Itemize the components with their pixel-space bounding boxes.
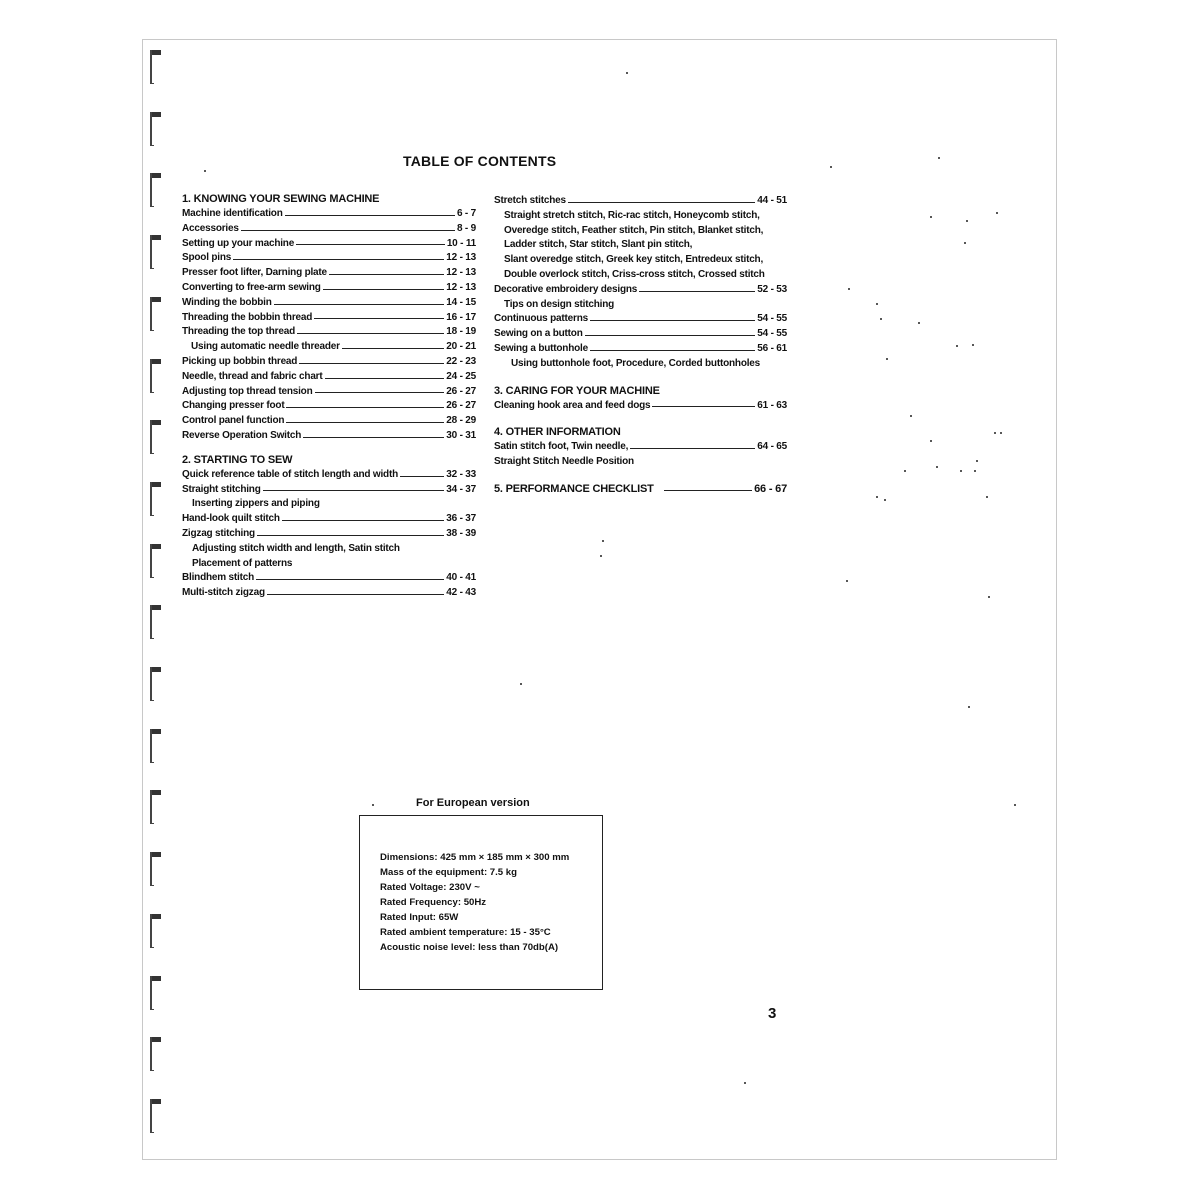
page-range: 30 - 31 <box>446 429 476 441</box>
page-range: 14 - 15 <box>446 296 476 308</box>
binding-hole-mark <box>150 852 162 886</box>
entry-label: Continuous patterns <box>494 313 588 325</box>
page-range: 44 - 51 <box>757 195 787 206</box>
toc-section-heading <box>494 482 787 497</box>
entry-label: Converting to free-arm sewing <box>182 281 321 293</box>
leader-line <box>590 320 755 321</box>
scan-speck <box>602 540 604 542</box>
entry-label: Stretch stitches <box>494 195 566 206</box>
leader-line <box>314 318 444 319</box>
entry-label: Threading the top thread <box>182 326 295 338</box>
leader-line <box>282 520 444 521</box>
leader-line <box>299 363 444 364</box>
leader-line <box>256 579 444 580</box>
toc-entry <box>182 370 476 385</box>
leader-line <box>652 406 755 407</box>
binding-hole-mark <box>150 112 162 146</box>
toc-entry <box>182 527 476 542</box>
toc-entry <box>494 440 787 455</box>
leader-line <box>263 490 445 491</box>
entry-label: Reverse Operation Switch <box>182 429 302 441</box>
entry-label: Straight stitching <box>182 483 261 495</box>
entry-label: Zigzag stitching <box>182 527 255 539</box>
page-range: 34 - 37 <box>446 483 476 495</box>
scan-speck <box>880 318 882 320</box>
leader-line <box>297 333 444 334</box>
binding-hole-mark <box>150 976 162 1010</box>
binding-hole-mark <box>150 1037 162 1071</box>
scan-speck <box>744 1082 746 1084</box>
toc-entry <box>182 281 476 296</box>
scan-speck <box>204 170 206 172</box>
page-range: 18 - 19 <box>446 326 476 338</box>
page-range: 26 - 27 <box>446 400 476 412</box>
scan-speck <box>1000 432 1002 434</box>
scan-speck <box>876 303 878 305</box>
binding-hole-mark <box>150 790 162 824</box>
spec-line: Dimensions: 425 mm × 185 mm × 300 mm <box>380 852 570 863</box>
scan-speck <box>372 804 374 806</box>
entry-label: Quick reference table of stitch length and width <box>182 468 398 480</box>
toc-entry <box>182 399 476 414</box>
scan-speck <box>968 706 970 708</box>
leader-line <box>315 392 445 393</box>
page-range: 54 - 55 <box>757 328 787 340</box>
page-range: 22 - 23 <box>446 355 476 367</box>
page-range: 26 - 27 <box>446 385 476 397</box>
toc-subentry: Ladder stitch, Star stitch, Slant pin stitch, <box>504 239 693 251</box>
toc-entry <box>494 327 787 342</box>
scan-speck <box>918 322 920 324</box>
entry-label: Satin stitch foot, Twin needle, <box>494 441 629 453</box>
page-range: 6 - 7 <box>456 208 476 219</box>
binding-hole-mark <box>150 235 162 269</box>
scan-speck <box>964 242 966 244</box>
scan-speck <box>972 344 974 346</box>
binding-hole-mark <box>150 482 162 516</box>
leader-line <box>303 437 444 438</box>
leader-line <box>285 215 455 216</box>
toc-section-heading: 2. STARTING TO SEW <box>182 453 293 466</box>
spec-line: Rated Frequency: 50Hz <box>380 897 487 908</box>
toc-subentry: Straight Stitch Needle Position <box>494 456 634 468</box>
toc-entry <box>182 414 476 429</box>
scan-speck <box>600 555 602 557</box>
scan-speck <box>830 166 832 168</box>
toc-entry <box>182 429 476 444</box>
scan-speck <box>910 415 912 417</box>
leader-line <box>233 259 444 260</box>
toc-entry <box>182 296 476 311</box>
binding-hole-mark <box>150 1099 162 1133</box>
scan-speck <box>974 470 976 472</box>
page-number: 3 <box>768 1005 777 1022</box>
page-range: 12 - 13 <box>446 281 476 293</box>
page-range: 8 - 9 <box>456 222 476 234</box>
entry-label: Using automatic needle threader <box>191 341 340 353</box>
toc-entry <box>494 312 787 327</box>
scan-speck <box>996 212 998 214</box>
leader-line <box>241 230 455 231</box>
entry-label: Accessories <box>182 222 239 234</box>
page-title: TABLE OF CONTENTS <box>403 153 557 169</box>
scan-speck <box>994 432 996 434</box>
spec-line: Acoustic noise level: less than 70db(A) <box>380 942 559 953</box>
toc-section-heading: 3. CARING FOR YOUR MACHINE <box>494 384 660 397</box>
page-range: 66 - 67 <box>754 482 787 495</box>
page-range: 56 - 61 <box>757 342 787 354</box>
leader-line <box>257 535 444 536</box>
scan-speck <box>520 683 522 685</box>
toc-entry <box>182 222 476 237</box>
entry-label: Winding the bobbin <box>182 296 272 308</box>
toc-entry <box>494 399 787 414</box>
leader-line <box>286 407 444 408</box>
scan-speck <box>966 220 968 222</box>
toc-entry <box>182 207 476 222</box>
toc-entry <box>182 311 476 326</box>
page-range: 61 - 63 <box>757 399 787 411</box>
leader-line <box>400 476 444 477</box>
page-range: 12 - 13 <box>446 252 476 264</box>
entry-label: Machine identification <box>182 208 283 219</box>
scan-speck <box>938 157 940 159</box>
leader-line <box>267 594 444 595</box>
toc-entry <box>182 586 476 601</box>
spec-list <box>380 850 569 955</box>
leader-line <box>664 490 753 491</box>
entry-label: Setting up your machine <box>182 237 295 249</box>
toc-entry <box>182 468 476 483</box>
toc-entry <box>182 355 476 370</box>
toc-subentry: Overedge stitch, Feather stitch, Pin stitch, Blanket stitch, <box>504 224 764 236</box>
page-range: 16 - 17 <box>446 311 476 323</box>
scan-speck <box>986 496 988 498</box>
european-version-title: For European version <box>416 797 530 809</box>
scan-speck <box>876 496 878 498</box>
entry-label: Cleaning hook area and feed dogs <box>494 399 651 411</box>
entry-label: Needle, thread and fabric chart <box>182 370 323 382</box>
binding-hole-mark <box>150 297 162 331</box>
leader-line <box>286 422 444 423</box>
leader-line <box>325 378 445 379</box>
leader-line <box>630 448 755 449</box>
toc-entry <box>182 237 476 252</box>
entry-label: Adjusting top thread tension <box>182 385 313 397</box>
page-range: 24 - 25 <box>446 370 476 382</box>
scan-speck <box>930 216 932 218</box>
page-range: 52 - 53 <box>757 283 787 295</box>
spec-line: Rated Input: 65W <box>380 912 459 923</box>
spec-line: Rated ambient temperature: 15 - 35°C <box>380 927 551 938</box>
scan-speck <box>626 72 628 74</box>
binding-hole-mark <box>150 605 162 639</box>
toc-entry <box>182 325 476 340</box>
entry-label: Sewing a buttonhole <box>494 342 588 354</box>
entry-label: Threading the bobbin thread <box>182 311 313 323</box>
page-range: 36 - 37 <box>446 513 476 525</box>
scan-speck <box>988 596 990 598</box>
entry-label: Blindhem stitch <box>182 572 255 584</box>
entry-label: Changing presser foot <box>182 400 285 412</box>
page-range: 12 - 13 <box>446 267 476 279</box>
toc-subentry: Tips on design stitching <box>504 298 615 310</box>
toc-subentry: Straight stretch stitch, Ric-rac stitch, Honeycomb stitch, <box>504 209 760 221</box>
entry-label: Decorative embroidery designs <box>494 283 638 295</box>
leader-line <box>323 289 445 290</box>
toc-subentry: Slant overedge stitch, Greek key stitch, Entredeux stitch, <box>504 254 764 266</box>
scan-speck <box>884 499 886 501</box>
entry-label: Control panel function <box>182 415 285 427</box>
section-title: 5. PERFORMANCE CHECKLIST <box>494 482 654 495</box>
toc-entry <box>494 342 787 357</box>
toc-entry <box>182 266 476 281</box>
page-range: 42 - 43 <box>446 587 476 599</box>
entry-label: Multi-stitch zigzag <box>182 587 265 599</box>
toc-entry <box>182 340 476 355</box>
spec-line: Mass of the equipment: 7.5 kg <box>380 867 518 878</box>
toc-subentry: Adjusting stitch width and length, Satin stitch <box>192 542 400 554</box>
leader-line <box>274 304 445 305</box>
binding-hole-mark <box>150 359 162 393</box>
entry-label: Hand-look quilt stitch <box>182 513 280 525</box>
toc-subentry: Using buttonhole foot, Procedure, Corded buttonholes <box>511 357 761 369</box>
page-range: 28 - 29 <box>446 415 476 427</box>
entry-label: Picking up bobbin thread <box>182 355 298 367</box>
toc-left-column <box>182 192 476 601</box>
scan-speck <box>1014 804 1016 806</box>
page-range: 54 - 55 <box>757 313 787 325</box>
spec-line: Rated Voltage: 230V ~ <box>380 882 480 893</box>
toc-entry <box>182 483 476 498</box>
scan-speck <box>846 580 848 582</box>
scan-speck <box>904 470 906 472</box>
binding-hole-mark <box>150 50 162 84</box>
scan-speck <box>976 460 978 462</box>
scan-speck <box>936 466 938 468</box>
toc-entry <box>182 571 476 586</box>
page-range: 20 - 21 <box>446 341 476 353</box>
page-range: 40 - 41 <box>446 572 476 584</box>
binding-hole-mark <box>150 667 162 701</box>
page-range: 10 - 11 <box>446 237 476 249</box>
leader-line <box>568 202 755 203</box>
scan-speck <box>930 440 932 442</box>
toc-right-column <box>494 194 787 497</box>
toc-entry <box>494 283 787 298</box>
page-range: 64 - 65 <box>757 441 787 453</box>
scan-speck <box>886 358 888 360</box>
toc-section-heading: 4. OTHER INFORMATION <box>494 426 621 439</box>
toc-subentry: Inserting zippers and piping <box>192 498 320 510</box>
toc-subentry: Placement of patterns <box>192 557 293 569</box>
leader-line <box>639 291 755 292</box>
leader-line <box>342 348 444 349</box>
scan-speck <box>848 288 850 290</box>
toc-entry <box>182 251 476 266</box>
binding-hole-mark <box>150 729 162 763</box>
entry-label: Sewing on a button <box>494 328 583 340</box>
binding-hole-mark <box>150 914 162 948</box>
leader-line <box>590 350 755 351</box>
page-range: 38 - 39 <box>446 527 476 539</box>
page-range: 32 - 33 <box>446 468 476 480</box>
toc-section-heading: 1. KNOWING YOUR SEWING MACHINE <box>182 193 380 205</box>
scan-speck <box>956 345 958 347</box>
binding-hole-mark <box>150 420 162 454</box>
toc-entry <box>182 385 476 400</box>
scan-speck <box>960 470 962 472</box>
toc-subentry: Double overlock stitch, Criss-cross stitch, Crossed stitch <box>504 268 765 280</box>
leader-line <box>329 274 444 275</box>
leader-line <box>296 244 445 245</box>
binding-hole-mark <box>150 173 162 207</box>
toc-entry <box>494 194 787 209</box>
binding-hole-mark <box>150 544 162 578</box>
toc-entry <box>182 512 476 527</box>
entry-label: Spool pins <box>182 252 232 264</box>
european-specs-box <box>359 815 603 990</box>
entry-label: Presser foot lifter, Darning plate <box>182 267 327 279</box>
leader-line <box>585 335 756 336</box>
